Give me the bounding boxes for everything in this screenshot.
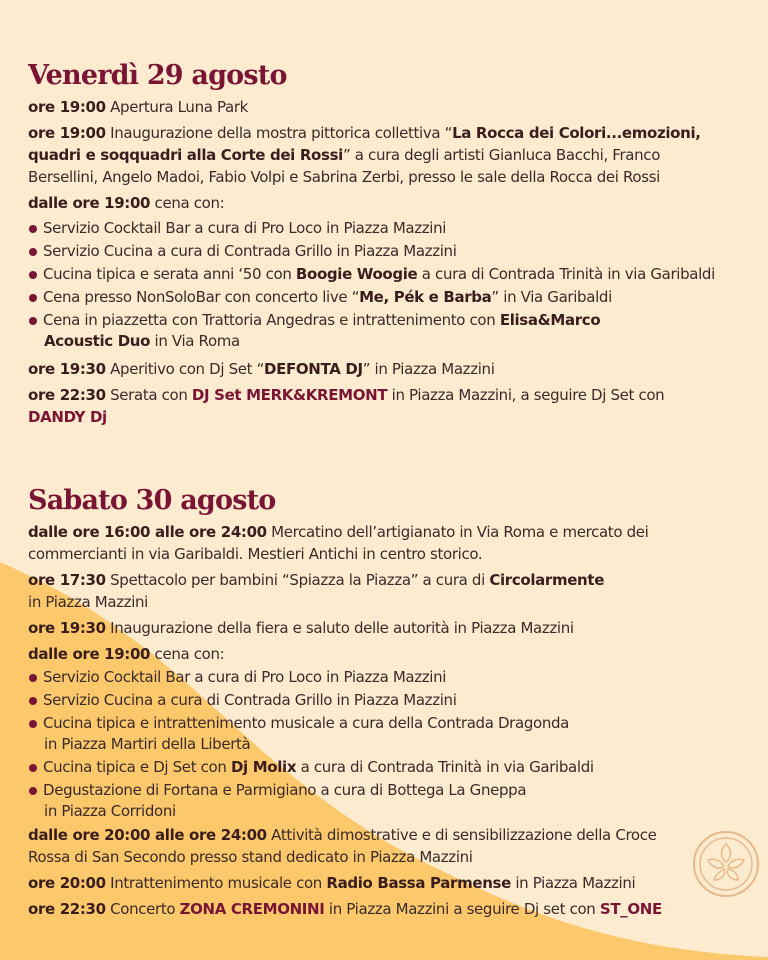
friday-bullet-4: Cena presso NonSoloBar con concerto live “Me, Pék e Barba” in Via Garibaldi — [28, 287, 748, 308]
saturday-section — [28, 485, 748, 924]
saturday-bullet-5: Degustazione di Fortana e Parmigiano a cura di Bottega La Gneppa in Piazza Corridoni — [28, 780, 748, 822]
saturday-bullet-4: Cucina tipica e Dj Set con Dj Molix a cura di Contrada Trinità in via Garibaldi — [28, 757, 748, 778]
friday-section — [28, 60, 748, 432]
saturday-bullet-1: Servizio Cocktail Bar a cura di Pro Loco in Piazza Mazzini — [28, 667, 748, 688]
saturday-item-2: ore 17:30 Spettacolo per bambini “Spiazza la Piazza” a cura di Circolarmente in Piazza Mazzini — [28, 571, 605, 611]
saturday-item-3: ore 19:30 Inaugurazione della fiera e saluto delle autorità in Piazza Mazzini — [28, 619, 574, 637]
friday-after-1: ore 19:30 Aperitivo con Dj Set “DEFONTA DJ” in Piazza Mazzini — [28, 360, 495, 378]
tomato-slice-logo-icon — [692, 830, 760, 898]
friday-after-2: ore 22:30 Serata con DJ Set MERK&KREMONT in Piazza Mazzini, a seguire Dj Set con DANDY Dj — [28, 386, 665, 426]
friday-bullet-1: Servizio Cocktail Bar a cura di Pro Loco in Piazza Mazzini — [28, 218, 748, 239]
friday-bullet-3: Cucina tipica e serata anni ‘50 con Boogie Woogie a cura di Contrada Trinità in via Garibaldi — [28, 264, 748, 285]
friday-item-1: ore 19:00 Apertura Luna Park — [28, 98, 248, 116]
saturday-bullet-2: Servizio Cucina a cura di Contrada Grillo in Piazza Mazzini — [28, 690, 748, 711]
saturday-after-3: ore 22:30 Concerto ZONA CREMONINI in Piazza Mazzini a seguire Dj set con ST_ONE — [28, 900, 662, 918]
saturday-after-2: ore 20:00 Intrattenimento musicale con Radio Bassa Parmense in Piazza Mazzini — [28, 874, 636, 892]
saturday-after-1: dalle ore 20:00 alle ore 24:00 Attività dimostrative e di sensibilizzazione della Croce Rossa di San Secondo presso stand dedicato in Piazza Mazzini — [28, 826, 657, 866]
friday-title: Venerdì 29 agosto — [28, 60, 287, 91]
friday-bullet-5: Cena in piazzetta con Trattoria Angedras e intrattenimento con Elisa&Marco Acoustic Duo in Via Roma — [28, 310, 748, 352]
friday-bullet-2: Servizio Cucina a cura di Contrada Grillo in Piazza Mazzini — [28, 241, 748, 262]
friday-item-3: dalle ore 19:00 cena con: — [28, 194, 225, 212]
saturday-item-1: dalle ore 16:00 alle ore 24:00 Mercatino dell’artigianato in Via Roma e mercato dei commercianti in via Garibaldi. Mestieri Antichi in centro storico. — [28, 523, 649, 563]
saturday-bullet-3: Cucina tipica e intrattenimento musicale a cura della Contrada Dragonda in Piazza Martiri della Libertà — [28, 713, 748, 755]
saturday-item-4: dalle ore 19:00 cena con: — [28, 645, 225, 663]
friday-item-2: ore 19:00 Inaugurazione della mostra pittorica collettiva “La Rocca dei Colori...emozioni, quadri e soqquadri alla Corte dei Rossi” a cura degli artisti Gianluca Bacchi, Franco Bersellini, Angelo Madoi, Fabio Volpi e Sabrina Zerbi, presso le sale della Rocca dei Rossi — [28, 124, 701, 186]
saturday-title: Sabato 30 agosto — [28, 485, 276, 516]
